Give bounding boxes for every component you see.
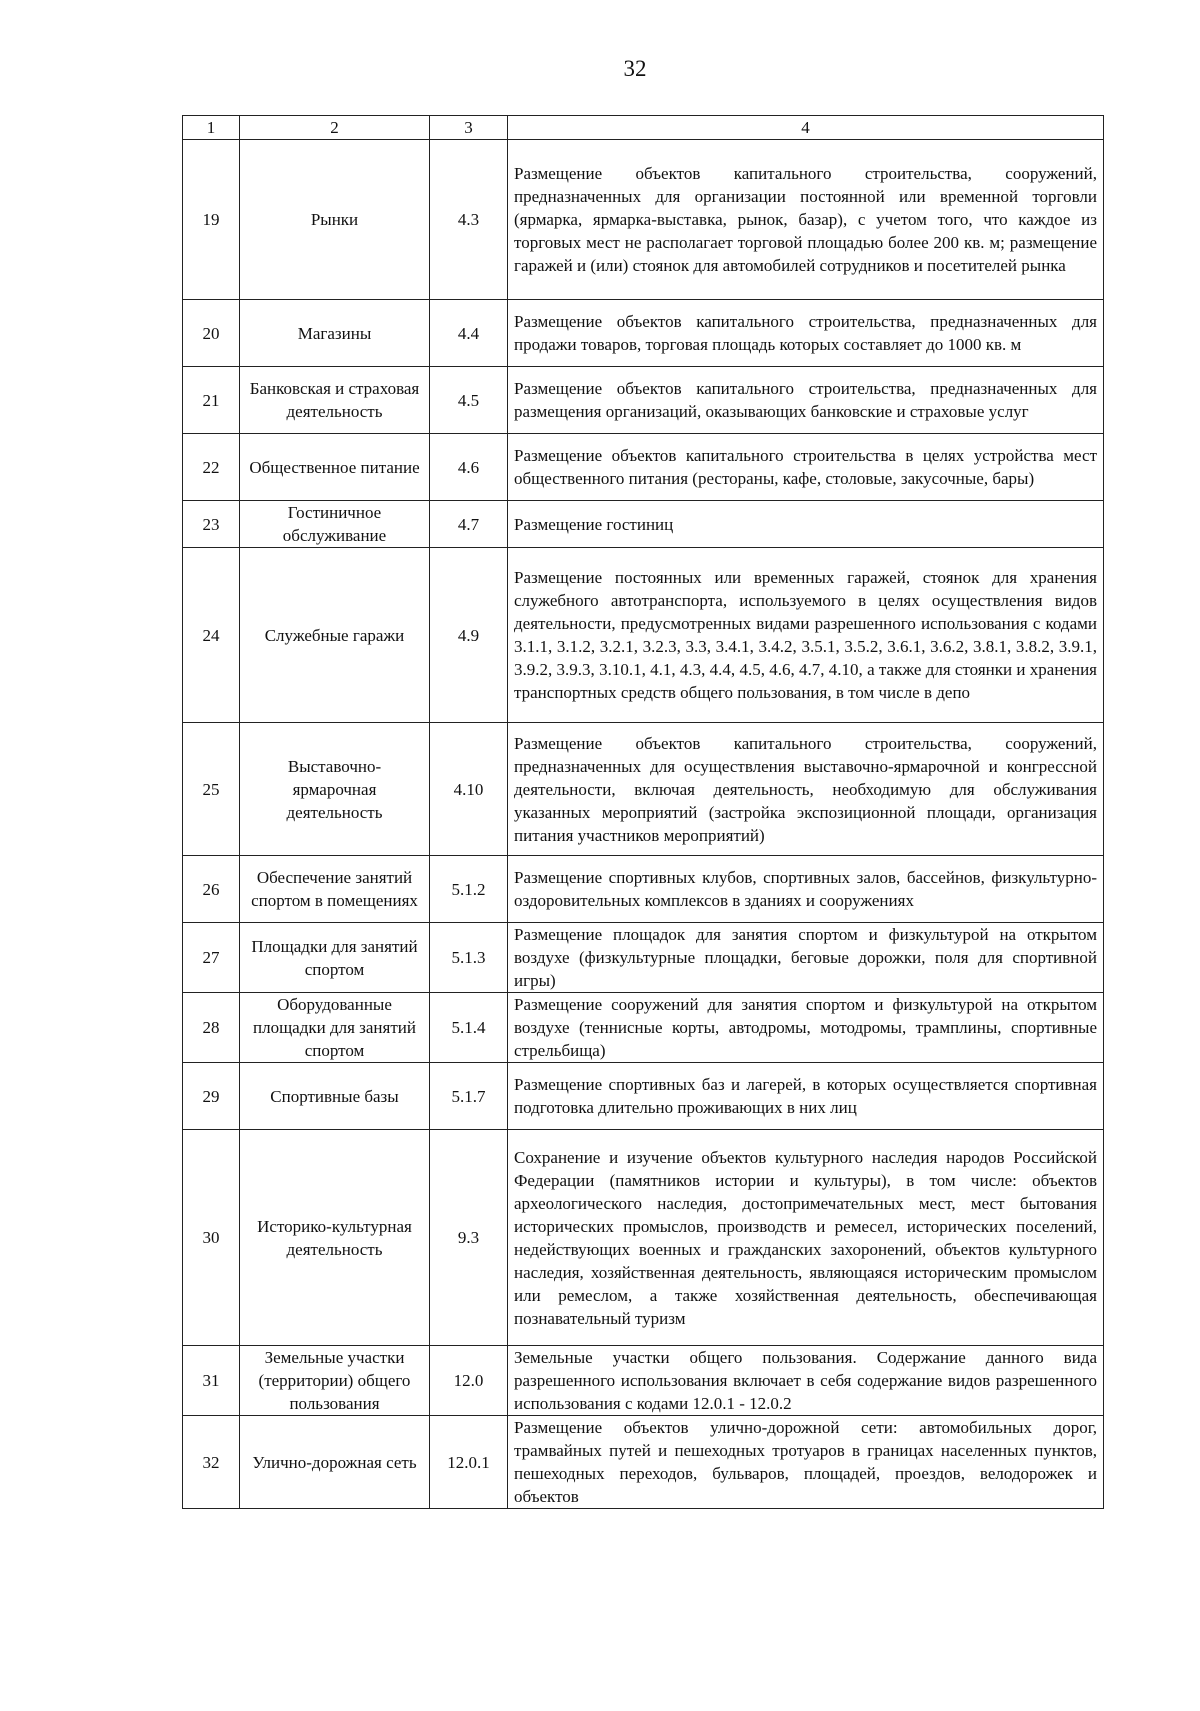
row-number: 32 bbox=[183, 1416, 240, 1509]
row-number: 26 bbox=[183, 856, 240, 923]
row-number: 25 bbox=[183, 723, 240, 856]
land-use-description: Размещение объектов улично-дорожной сети: автомобильных дорог, трамвайных путей и пешеходных тротуаров в границах населенных пунктов, пешеходных переходов, бульваров, площадей, проездов, велодорожек и объектов bbox=[508, 1416, 1104, 1509]
land-use-code: 5.1.3 bbox=[430, 923, 508, 993]
row-number: 27 bbox=[183, 923, 240, 993]
land-use-description: Размещение объектов капитального строительства, предназначенных для продажи товаров, торговая площадь которых составляет до 1000 кв. м bbox=[508, 300, 1104, 367]
header-row bbox=[183, 116, 1104, 140]
row-number: 21 bbox=[183, 367, 240, 434]
land-use-name: Магазины bbox=[240, 300, 430, 367]
land-use-code: 4.6 bbox=[430, 434, 508, 501]
land-use-code: 4.3 bbox=[430, 140, 508, 300]
land-use-code: 4.7 bbox=[430, 501, 508, 548]
table-row bbox=[183, 434, 1104, 501]
header-col-3: 3 bbox=[430, 116, 508, 140]
land-use-code: 4.10 bbox=[430, 723, 508, 856]
table-row bbox=[183, 993, 1104, 1063]
land-use-name: Общественное питание bbox=[240, 434, 430, 501]
table-row bbox=[183, 501, 1104, 548]
land-use-name: Рынки bbox=[240, 140, 430, 300]
page-number: 32 bbox=[623, 56, 647, 81]
header-col-4: 4 bbox=[508, 116, 1104, 140]
land-use-code: 4.5 bbox=[430, 367, 508, 434]
land-use-description: Размещение объектов капитального строительства, сооружений, предназначенных для осуществления выставочно-ярмарочной и конгрессной деятельности, включая деятельность, необходимую для обслуживания указанных мероприятий (застройка экспозиционной площади, организация питания участников мероприятий) bbox=[508, 723, 1104, 856]
land-use-code: 4.9 bbox=[430, 548, 508, 723]
row-number: 30 bbox=[183, 1130, 240, 1346]
land-use-name: Обеспечение занятий спортом в помещениях bbox=[240, 856, 430, 923]
table-row bbox=[183, 1416, 1104, 1509]
land-use-table bbox=[182, 115, 1104, 1509]
land-use-name: Банковская и страховая деятельность bbox=[240, 367, 430, 434]
land-use-name: Оборудованные площадки для занятий спортом bbox=[240, 993, 430, 1063]
table-row bbox=[183, 1130, 1104, 1346]
table-row bbox=[183, 1346, 1104, 1416]
land-use-code: 5.1.4 bbox=[430, 993, 508, 1063]
land-use-description: Земельные участки общего пользования. Содержание данного вида разрешенного использования включает в себя содержание видов разрешенного использования с кодами 12.0.1 - 12.0.2 bbox=[508, 1346, 1104, 1416]
land-use-description: Сохранение и изучение объектов культурного наследия народов Российской Федерации (памятников истории и культуры), в том числе: объектов археологического наследия, достопримечательных мест, мест бытования исторических промыслов, производств и ремесел, исторических поселений, недействующих военных и гражданских захоронений, объектов культурного наследия, хозяйственная деятельность, являющаяся историческим промыслом или ремеслом, а также хозяйственная деятельность, обеспечивающая познавательный туризм bbox=[508, 1130, 1104, 1346]
land-use-description: Размещение объектов капитального строительства в целях устройства мест общественного питания (рестораны, кафе, столовые, закусочные, бары) bbox=[508, 434, 1104, 501]
land-use-code: 9.3 bbox=[430, 1130, 508, 1346]
land-use-description: Размещение спортивных клубов, спортивных залов, бассейнов, физкультурно-оздоровительных комплексов в зданиях и сооружениях bbox=[508, 856, 1104, 923]
land-use-name: Спортивные базы bbox=[240, 1063, 430, 1130]
row-number: 28 bbox=[183, 993, 240, 1063]
row-number: 23 bbox=[183, 501, 240, 548]
table-row bbox=[183, 367, 1104, 434]
table-row bbox=[183, 140, 1104, 300]
table-row bbox=[183, 548, 1104, 723]
land-use-description: Размещение постоянных или временных гаражей, стоянок для хранения служебного автотранспорта, используемого в целях осуществления видов деятельности, предусмотренных видами разрешенного использования с кодами 3.1.1, 3.1.2, 3.2.1, 3.2.3, 3.3, 3.4.1, 3.4.2, 3.5.1, 3.5.2, 3.6.1, 3.6.2, 3.8.1, 3.8.2, 3.9.1, 3.9.2, 3.9.3, 3.10.1, 4.1, 4.3, 4.4, 4.5, 4.6, 4.7, 4.10, а также для стоянки и хранения транспортных средств общего пользования, в том числе в депо bbox=[508, 548, 1104, 723]
header-col-2: 2 bbox=[240, 116, 430, 140]
row-number: 29 bbox=[183, 1063, 240, 1130]
land-use-description: Размещение гостиниц bbox=[508, 501, 1104, 548]
row-number: 24 bbox=[183, 548, 240, 723]
land-use-code: 12.0 bbox=[430, 1346, 508, 1416]
land-use-description: Размещение объектов капитального строительства, предназначенных для размещения организаций, оказывающих банковские и страховые услуг bbox=[508, 367, 1104, 434]
land-use-name: Гостиничное обслуживание bbox=[240, 501, 430, 548]
land-use-code: 5.1.2 bbox=[430, 856, 508, 923]
land-use-description: Размещение спортивных баз и лагерей, в которых осуществляется спортивная подготовка длительно проживающих в них лиц bbox=[508, 1063, 1104, 1130]
row-number: 31 bbox=[183, 1346, 240, 1416]
table-row bbox=[183, 300, 1104, 367]
land-use-description: Размещение сооружений для занятия спортом и физкультурой на открытом воздухе (теннисные корты, автодромы, мотодромы, трамплины, спортивные стрельбища) bbox=[508, 993, 1104, 1063]
land-use-code: 5.1.7 bbox=[430, 1063, 508, 1130]
row-number: 19 bbox=[183, 140, 240, 300]
land-use-name: Земельные участки (территории) общего пользования bbox=[240, 1346, 430, 1416]
row-number: 22 bbox=[183, 434, 240, 501]
land-use-name: Служебные гаражи bbox=[240, 548, 430, 723]
table-row bbox=[183, 1063, 1104, 1130]
land-use-code: 4.4 bbox=[430, 300, 508, 367]
table-row bbox=[183, 856, 1104, 923]
land-use-name: Выставочно-ярмарочная деятельность bbox=[240, 723, 430, 856]
land-use-name: Площадки для занятий спортом bbox=[240, 923, 430, 993]
land-use-name: Улично-дорожная сеть bbox=[240, 1416, 430, 1509]
table-row bbox=[183, 923, 1104, 993]
land-use-description: Размещение площадок для занятия спортом и физкультурой на открытом воздухе (физкультурные площадки, беговые дорожки, поля для спортивной игры) bbox=[508, 923, 1104, 993]
land-use-code: 12.0.1 bbox=[430, 1416, 508, 1509]
land-use-name: Историко-культурная деятельность bbox=[240, 1130, 430, 1346]
header-col-1: 1 bbox=[183, 116, 240, 140]
table-row bbox=[183, 723, 1104, 856]
row-number: 20 bbox=[183, 300, 240, 367]
land-use-description: Размещение объектов капитального строительства, сооружений, предназначенных для организации постоянной или временной торговли (ярмарка, ярмарка-выставка, рынок, базар), с учетом того, что каждое из торговых мест не располагает торговой площадью более 200 кв. м; размещение гаражей и (или) стоянок для автомобилей сотрудников и посетителей рынка bbox=[508, 140, 1104, 300]
